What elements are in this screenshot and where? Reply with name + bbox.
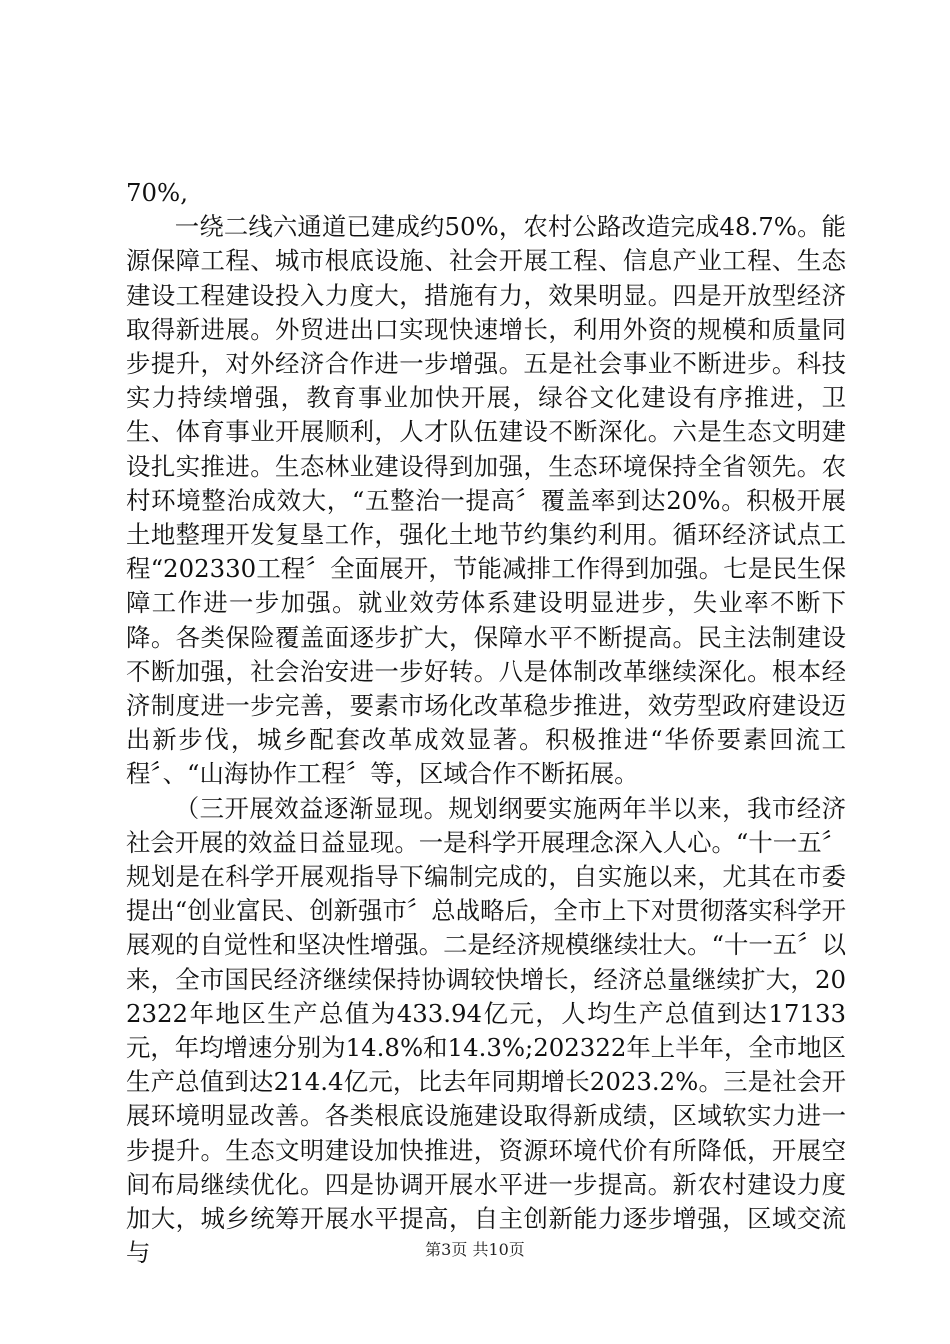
page-footer: 第3页 共10页 <box>425 1240 525 1259</box>
paragraph-benefits: （三开展效益逐渐显现。规划纲要实施两年半以来，我市经济社会开展的效益日益显现。一是科学开展理念深入人心。“十一五〞规划是在科学开展观指导下编制完成的，自实施以来，尤其在市委提出“创业富民、创新强市〞总战略后，全市上下对贯彻落实科学开展观的自觉性和坚决性增强。二是经济规模继续壮大。“十一五〞以来，全市国民经济继续保持协调较快增长，经济总量继续扩大，202322年地区生产总值为433.94亿元，人均生产总值到达17133元，年均增速分别为14.8%和14.3%;202322年上半年，全市地区生产总值到达214.4亿元，比去年同期增长2023.2%。三是社会开展环境明显改善。各类根底设施建设取得新成绩，区域软实力进一步提升。生态文明建设加快推进，资源环境代价有所降低，开展空间布局继续优化。四是协调开展水平进一步提高。新农村建设力度加大，城乡统筹开展水平提高，自主创新能力逐步增强，区域交流与 <box>126 793 846 1268</box>
paragraph-continuation: 70%, <box>126 178 188 207</box>
document-body <box>126 176 846 1271</box>
paragraph-infrastructure: 一绕二线六通道已建成约50%，农村公路改造完成48.7%。能源保障工程、城市根底设施、社会开展工程、信息产业工程、生态建设工程建设投入力度大，措施有力，效果明显。四是开放型经济取得新进展。外贸进出口实现快速增长，利用外资的规模和质量同步提升，对外经济合作进一步增强。五是社会事业不断进步。科技实力持续增强，教育事业加快开展，绿谷文化建设有序推进，卫生、体育事业开展顺利，人才队伍建设不断深化。六是生态文明建设扎实推进。生态林业建设得到加强，生态环境保持全省领先。农村环境整治成效大，“五整治一提高〞覆盖率到达20%。积极开展土地整理开发复垦工作，强化土地节约集约利用。循环经济试点工程“202330工程〞全面展开，节能减排工作得到加强。七是民生保障工作进一步加强。就业效劳体系建设明显进步，失业率不断下降。各类保险覆盖面逐步扩大，保障水平不断提高。民主法制建设不断加强，社会治安进一步好转。八是体制改革继续深化。根本经济制度进一步完善，要素市场化改革稳步推进，效劳型政府建设迈出新步伐，城乡配套改革成效显著。积极推进“华侨要素回流工程〞、“山海协作工程〞等，区域合作不断拓展。 <box>126 212 846 789</box>
